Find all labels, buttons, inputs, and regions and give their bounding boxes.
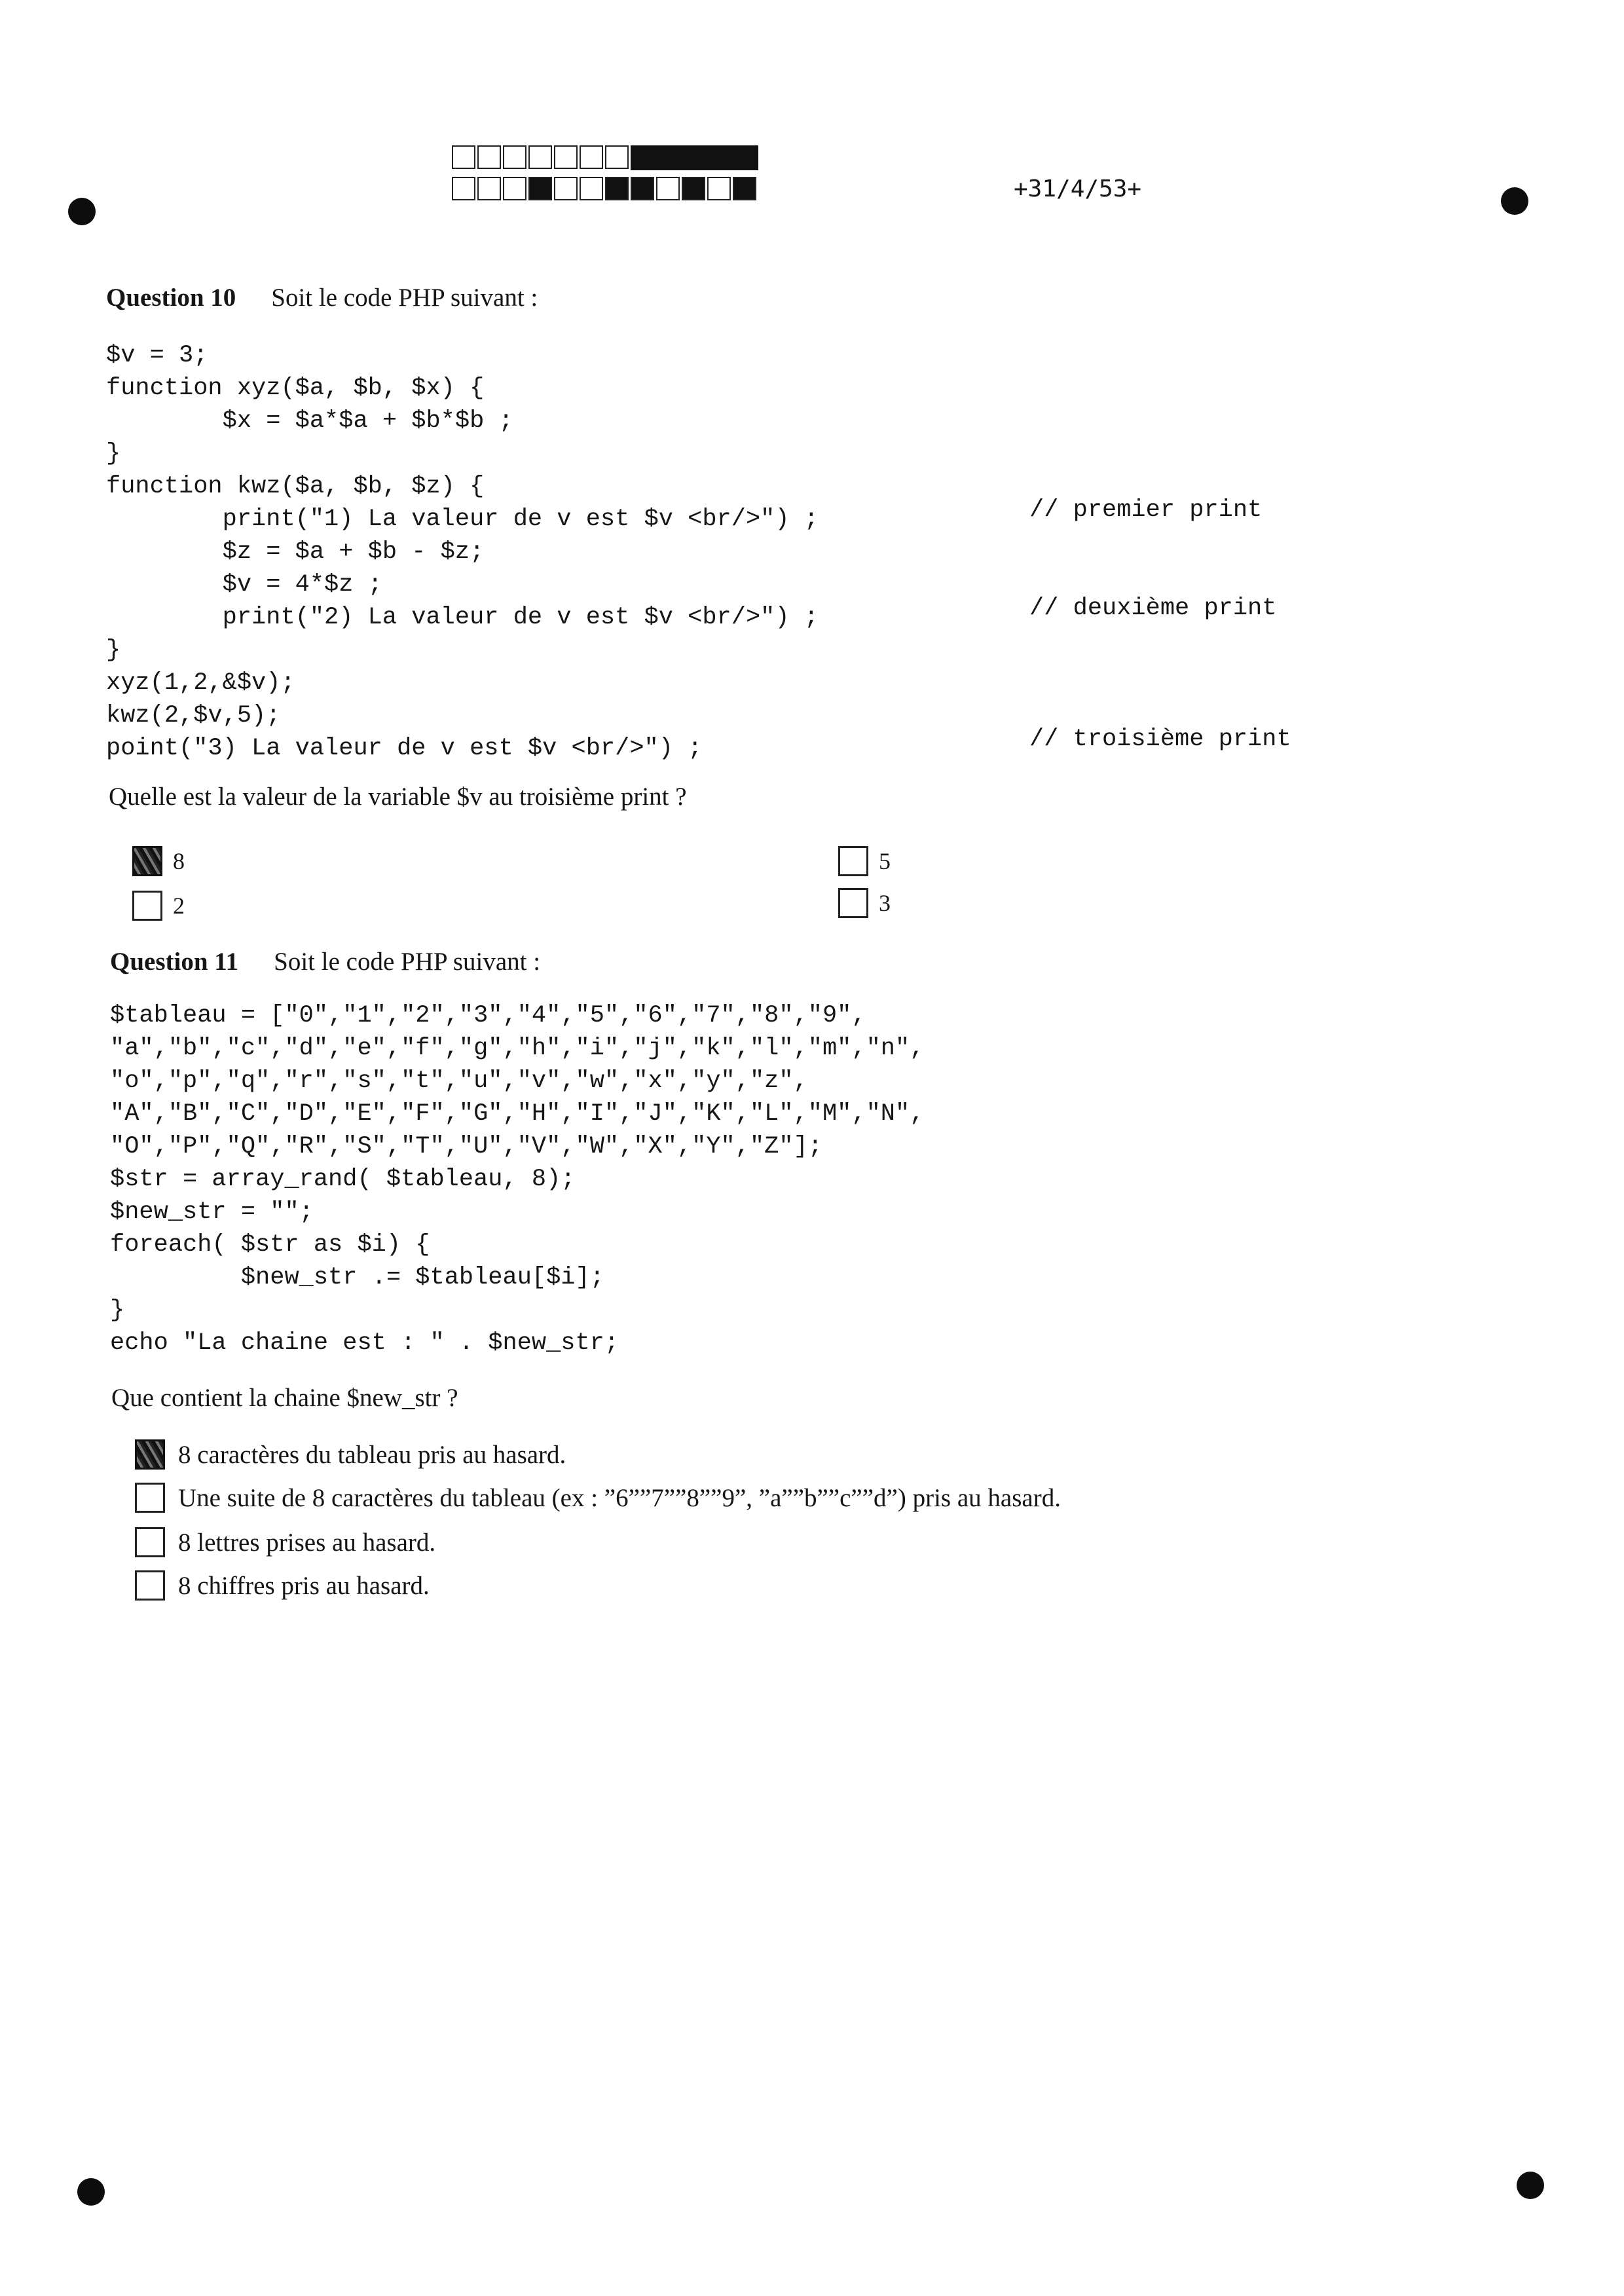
question-10-code: $v = 3; function xyz($a, $b, $x) { $x = $a*$a + $b*$b ; } function kwz($a, $b, $z) { print("1) La valeur de v est $v <br/>") ; $z = $a + $b - $z; $v = 4*$z ; print("2) La valeur de v est $v <br/>") ; } xyz(1,2,&$v); kwz(2,$v,5); point("3) La valeur de v est $v <br/>") ; <box>106 342 819 762</box>
barcode-cell-empty <box>605 145 629 169</box>
barcode-cell-filled <box>733 177 756 200</box>
checkbox[interactable] <box>135 1483 165 1513</box>
question-10-label: Question 10 <box>106 284 236 312</box>
page-barcode-top <box>452 145 758 170</box>
checkbox[interactable] <box>135 1527 165 1557</box>
barcode-cell-filled <box>605 177 629 200</box>
q10-option-b[interactable]: 2 <box>132 891 185 921</box>
question-11-header <box>110 947 540 976</box>
question-10-prompt: Quelle est la valeur de la variable $v au troisième print ? <box>109 783 687 811</box>
barcode-cell-empty <box>452 177 475 200</box>
checkbox[interactable] <box>838 888 868 918</box>
question-10-header <box>106 283 538 312</box>
barcode-cell-filled <box>631 177 654 200</box>
checkbox[interactable] <box>132 891 162 921</box>
question-10-intro: Soit le code PHP suivant : <box>271 284 538 312</box>
registration-mark-bottom-left <box>77 2178 105 2206</box>
question-11-intro: Soit le code PHP suivant : <box>274 948 541 976</box>
q11-option-a[interactable]: 8 caractères du tableau pris au hasard. <box>135 1439 566 1470</box>
barcode-cell-empty <box>528 145 552 169</box>
barcode-cell-empty <box>580 177 603 200</box>
barcode-cell-empty <box>656 177 680 200</box>
barcode-cell-filled <box>528 177 552 200</box>
barcode-cell-empty <box>554 177 578 200</box>
barcode-bar <box>631 145 758 170</box>
barcode-cell-empty <box>503 145 526 169</box>
code-comment-premier: // premier print <box>1029 496 1263 524</box>
q10-option-c[interactable]: 5 <box>838 846 891 876</box>
question-11-code: $tableau = ["0","1","2","3","4","5","6","7","8","9", "a","b","c","d","e","f","g","h","i","j","k","l","m","n", "o","p","q","r","s","t","u","v","w","x","y","z", "A","B","C","D","E","F","G","H","I","J","K","L","M","N", "O","P","Q","R","S","T","U","V","W","X","Y","Z"]; $str = array_rand( $tableau, 8); $new_str = ""; foreach( $str as $i) { $new_str .= $tableau[$i]; } echo "La chaine est : " . $new_str; <box>110 1002 925 1357</box>
barcode-cell-empty <box>477 177 501 200</box>
registration-mark-top-left <box>68 198 96 225</box>
code-comment-troisieme: // troisième print <box>1029 726 1291 753</box>
barcode-cell-empty <box>503 177 526 200</box>
barcode-cell-empty <box>554 145 578 169</box>
barcode-cell-empty <box>580 145 603 169</box>
q11-option-c[interactable]: 8 lettres prises au hasard. <box>135 1527 435 1557</box>
question-11-prompt: Que contient la chaine $new_str ? <box>111 1384 458 1412</box>
q11-option-d[interactable]: 8 chiffres pris au hasard. <box>135 1570 430 1601</box>
q11-option-b[interactable]: Une suite de 8 caractères du tableau (ex : ”6””7””8””9”, ”a””b””c””d”) pris au hasard. <box>135 1483 1061 1513</box>
barcode-cell-empty <box>477 145 501 169</box>
checkbox[interactable] <box>135 1570 165 1601</box>
checkbox-checked[interactable] <box>135 1439 165 1470</box>
page-barcode-bottom <box>452 177 758 202</box>
registration-mark-bottom-right <box>1517 2172 1544 2199</box>
page-id: +31/4/53+ <box>1014 176 1142 202</box>
barcode-cell-empty <box>707 177 731 200</box>
barcode-cell-filled <box>682 177 705 200</box>
checkbox-checked[interactable] <box>132 846 162 876</box>
q10-option-a[interactable]: 8 <box>132 846 185 876</box>
q10-option-d[interactable]: 3 <box>838 888 891 918</box>
barcode-cell-empty <box>452 145 475 169</box>
checkbox[interactable] <box>838 846 868 876</box>
question-11-label: Question 11 <box>110 948 239 976</box>
registration-mark-top-right <box>1501 187 1528 215</box>
code-comment-deuxieme: // deuxième print <box>1029 595 1277 622</box>
